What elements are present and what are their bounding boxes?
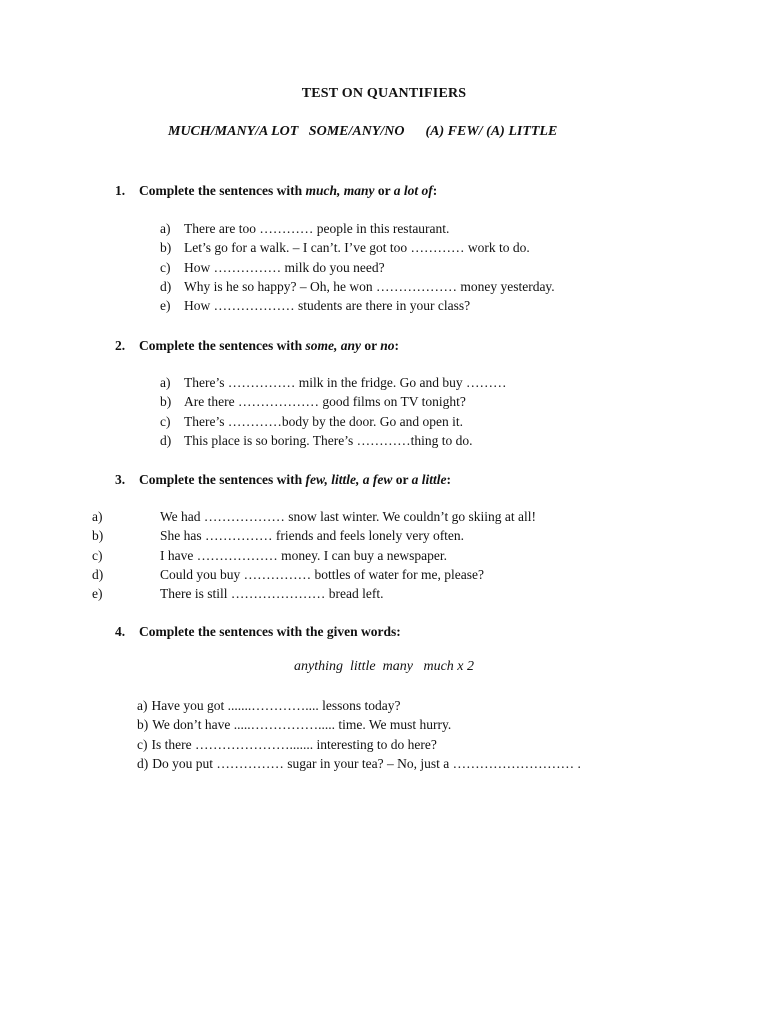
list-item: [160, 392, 506, 411]
question-1-heading: [115, 183, 437, 199]
item-letter: c): [137, 736, 148, 752]
heading-text: Complete the sentences with: [139, 472, 306, 487]
heading-text: Complete the sentences with the given words:: [139, 624, 401, 639]
question-number: 2.: [115, 338, 126, 353]
question-number: 3.: [115, 472, 126, 487]
question-number: 1.: [115, 183, 126, 198]
list-item: [160, 238, 555, 257]
question-4-items: [137, 696, 581, 773]
list-item: [137, 696, 581, 715]
page-subtitle: MUCH/MANY/A LOT SOME/ANY/NO (A) FEW/ (A) LITTLE: [168, 124, 558, 139]
item-text: There’s …………… milk in the fridge. Go and buy ………: [184, 375, 507, 390]
page-title: TEST ON QUANTIFIERS: [301, 86, 467, 101]
question-1-items: [160, 219, 555, 315]
item-text: We had ……………… snow last winter. We couldn’t go skiing at all!: [160, 509, 537, 524]
question-2-items: [160, 373, 506, 450]
item-text: Could you buy …………… bottles of water for me, please?: [160, 566, 484, 582]
heading-emphasis: some, any: [305, 338, 361, 353]
item-text: Let’s go for a walk. – I can’t. I’ve got too ………… work to do.: [184, 240, 530, 256]
list-item: [160, 412, 506, 431]
item-letter: a): [160, 221, 171, 236]
list-item: [160, 296, 555, 315]
list-item: [92, 526, 536, 545]
item-letter: a): [160, 375, 171, 390]
heading-emphasis: a little: [411, 472, 447, 487]
item-letter: a): [92, 509, 103, 524]
item-letter: d): [92, 566, 104, 582]
question-4-heading: [115, 624, 401, 640]
heading-text: :: [394, 338, 399, 353]
item-letter: e): [160, 298, 171, 314]
word-bank: anything little many much x 2: [293, 659, 475, 674]
list-item: [137, 754, 581, 773]
item-text: I have ……………… money. I can buy a newspaper.: [160, 547, 448, 563]
list-item: [160, 431, 506, 450]
heading-emphasis: much, many: [305, 183, 375, 198]
list-item: [92, 507, 536, 526]
item-text: Why is he so happy? – Oh, he won ……………… money yesterday.: [184, 278, 555, 294]
item-letter: c): [160, 413, 171, 429]
question-3-heading: [115, 472, 451, 488]
item-text: There’s …………body by the door. Go and open it.: [184, 413, 463, 429]
item-letter: b): [137, 717, 149, 733]
list-item: [92, 546, 536, 565]
item-letter: d): [160, 278, 172, 294]
heading-emphasis: few, little, a few: [305, 472, 393, 487]
question-2-heading: [115, 338, 399, 354]
item-letter: c): [160, 259, 171, 275]
heading-text: Complete the sentences with: [139, 338, 306, 353]
question-number: 4.: [115, 624, 126, 639]
list-item: [160, 219, 555, 238]
item-text: There is still ………………… bread left.: [160, 586, 384, 602]
item-text: How ……………… students are there in your class?: [184, 298, 471, 314]
list-item: [160, 373, 506, 392]
item-letter: e): [92, 586, 103, 602]
heading-text: Complete the sentences with: [139, 183, 306, 198]
question-3-items: [92, 507, 536, 603]
item-letter: a): [137, 698, 148, 713]
item-letter: d): [137, 755, 149, 771]
list-item: [160, 258, 555, 277]
item-text: How …………… milk do you need?: [184, 259, 385, 275]
heading-text: or: [374, 183, 394, 198]
item-text: There are too ………… people in this restaurant.: [184, 221, 450, 236]
item-letter: d): [160, 432, 172, 448]
item-text: Are there ……………… good films on TV tonight?: [184, 394, 466, 410]
list-item: [92, 565, 536, 584]
heading-emphasis: a lot of: [393, 183, 433, 198]
item-letter: b): [160, 240, 172, 256]
heading-text: or: [360, 338, 381, 353]
item-text: This place is so boring. There’s …………thing to do.: [184, 432, 473, 448]
item-letter: b): [160, 394, 172, 410]
heading-text: or: [392, 472, 412, 487]
item-letter: c): [92, 547, 103, 563]
item-text: We don’t have .....……………..... time. We must hurry.: [152, 717, 452, 733]
item-text: She has …………… friends and feels lonely very often.: [160, 528, 465, 544]
list-item: [137, 715, 581, 734]
item-text: Do you put …………… sugar in your tea? – No, just a ……………………… .: [152, 755, 581, 771]
item-letter: b): [92, 528, 104, 544]
list-item: [137, 735, 581, 754]
item-text: Is there …………………....... interesting to do here?: [151, 736, 437, 752]
item-text: Have you got .......………….... lessons today?: [151, 698, 401, 713]
heading-emphasis: no: [380, 338, 395, 353]
list-item: [160, 277, 555, 296]
list-item: [92, 584, 536, 603]
heading-text: :: [432, 183, 438, 198]
heading-text: :: [446, 472, 451, 487]
